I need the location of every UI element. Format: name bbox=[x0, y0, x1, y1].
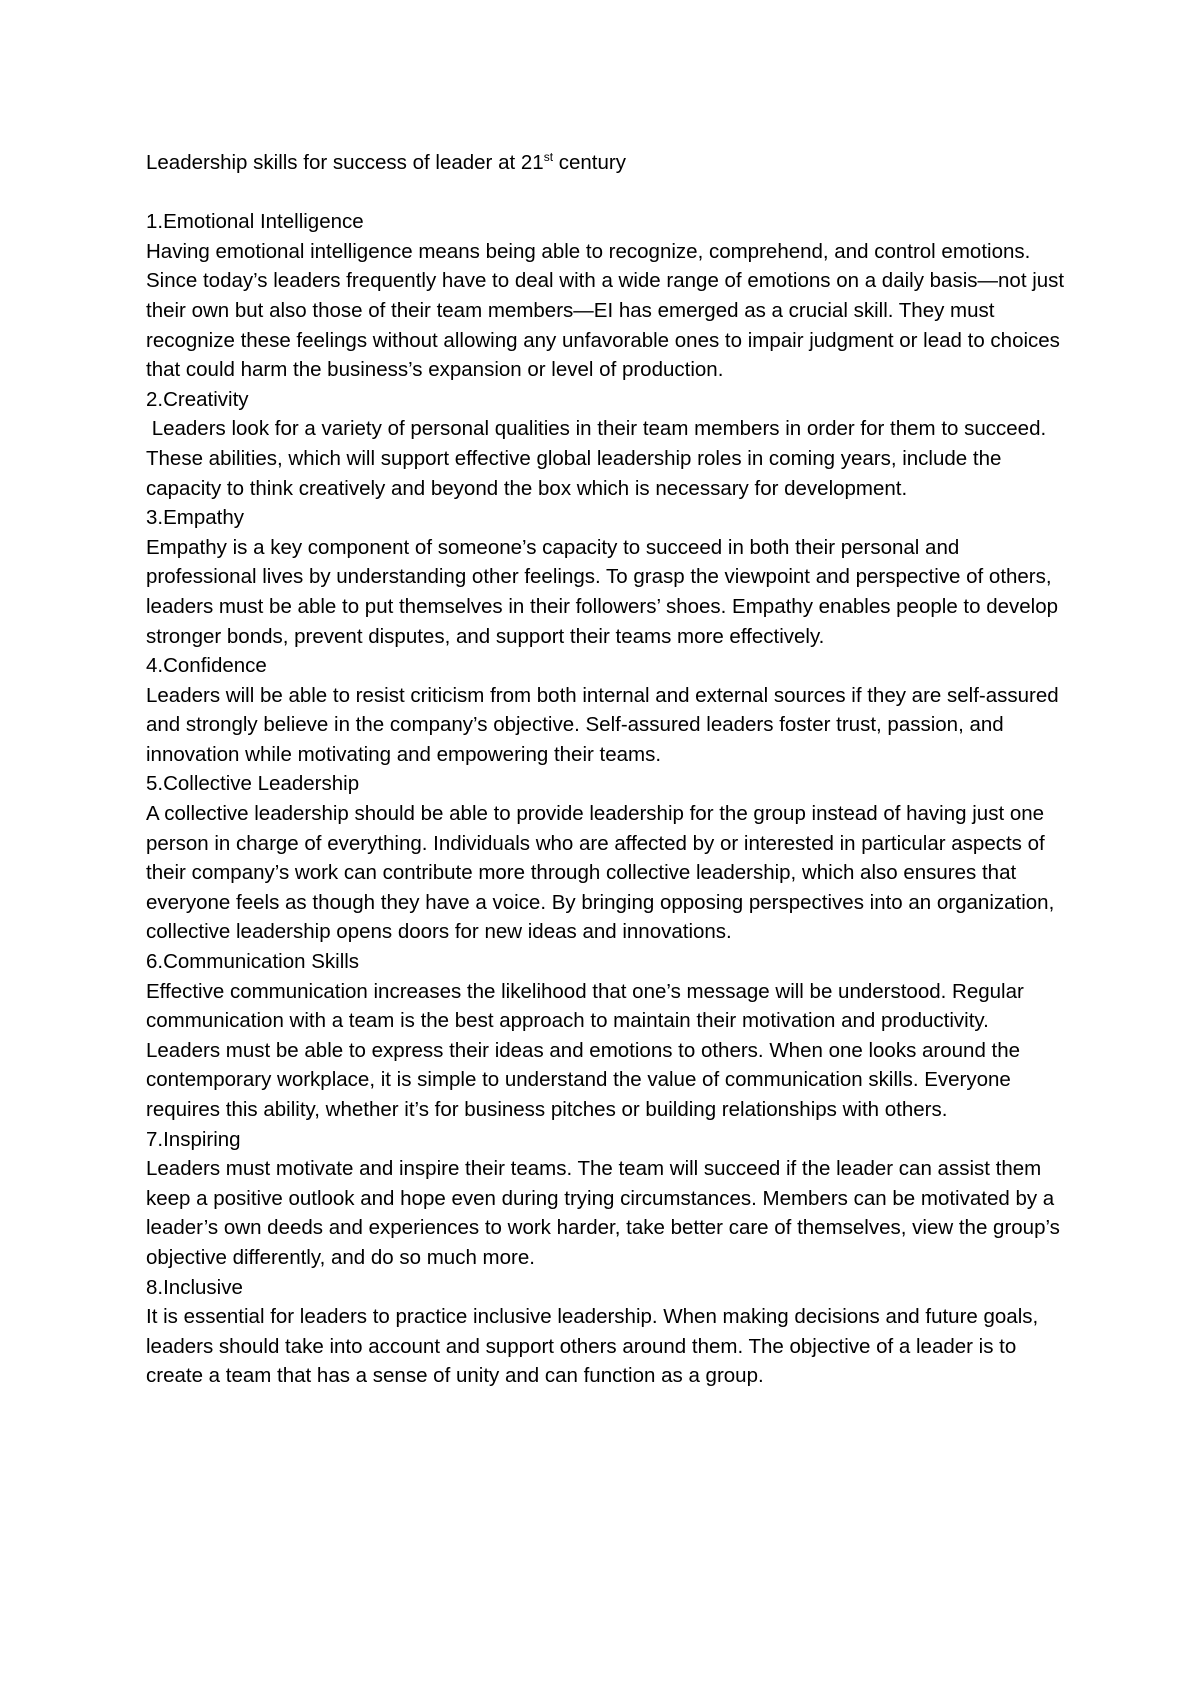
section-heading: 7.Inspiring bbox=[146, 1127, 241, 1151]
section-paragraph: Leaders look for a variety of personal qualities in their team members in order for them to succeed. These abilities, which will support effective global leadership roles in coming years, include the capacity to think creatively and beyond the box which is necessary for development. bbox=[146, 417, 1052, 500]
section-emotional-intelligence bbox=[146, 207, 1066, 385]
section-heading: 4.Confidence bbox=[146, 654, 267, 678]
section-confidence bbox=[146, 651, 1066, 769]
title-superscript: st bbox=[543, 150, 554, 165]
section-paragraph: Effective communication increases the likelihood that one’s message will be understood. Regular communication with a team is the best approach to maintain their motivation and productivity. Leaders must be able to express their ideas and emotions to others. When one looks around the contemporary workplace, it is simple to understand the value of communication skills. Everyone requires this ability, whether it’s for business pitches or building relationships with others. bbox=[146, 979, 1024, 1121]
title-text-end: century bbox=[553, 151, 626, 174]
section-creativity bbox=[146, 385, 1066, 503]
title-text: Leadership skills for success of leader at 21 bbox=[146, 151, 544, 174]
section-paragraph: It is essential for leaders to practice inclusive leadership. When making decisions and future goals, leaders should take into account and support others around them. The objective of a leader is to create a team that has a sense of unity and can function as a group. bbox=[146, 1305, 1039, 1388]
section-paragraph: A collective leadership should be able to provide leadership for the group instead of having just one person in charge of everything. Individuals who are affected by or interested in particular aspects of their company’s work can contribute more through collective leadership, which also ensures that everyone feels as though they have a voice. By bringing opposing perspectives into an organization, collective leadership opens doors for new ideas and innovations. bbox=[146, 802, 1055, 944]
section-communication-skills bbox=[146, 947, 1066, 1125]
section-heading: 8.Inclusive bbox=[146, 1275, 243, 1299]
title-spacer bbox=[146, 178, 1066, 208]
section-inspiring bbox=[146, 1125, 1066, 1273]
section-paragraph: Empathy is a key component of someone’s capacity to succeed in both their personal and professional lives by understanding other feelings. To grasp the viewpoint and perspective of others, leaders must be able to put themselves in their followers’ shoes. Empathy enables people to develop stronger bonds, prevent disputes, and support their teams more effectively. bbox=[146, 535, 1059, 648]
section-inclusive bbox=[146, 1273, 1066, 1391]
document-content bbox=[146, 148, 1066, 1391]
section-paragraph: Leaders will be able to resist criticism from both internal and external sources if they are self-assured and strongly believe in the company’s objective. Self-assured leaders foster trust, passion, and innovation while motivating and empowering their teams. bbox=[146, 683, 1059, 766]
section-heading: 5.Collective Leadership bbox=[146, 772, 360, 796]
section-empathy bbox=[146, 503, 1066, 651]
section-heading: 6.Communication Skills bbox=[146, 950, 360, 974]
section-paragraph: Leaders must motivate and inspire their teams. The team will succeed if the leader can assist them keep a positive outlook and hope even during trying circumstances. Members can be motivated by a leader’s own deeds and experiences to work harder, take better care of themselves, view the group’s objective differently, and do so much more. bbox=[146, 1157, 1060, 1269]
section-paragraph: Having emotional intelligence means being able to recognize, comprehend, and control emotions. Since today’s leaders frequently have to deal with a wide range of emotions on a daily basis—not just their own but also those of their team members—EI has emerged as a crucial skill. They must recognize these feelings without allowing any unfavorable ones to impair judgment or lead to choices that could harm the business’s expansion or level of production. bbox=[146, 239, 1065, 382]
section-heading: 1.Emotional Intelligence bbox=[146, 210, 364, 234]
document-title bbox=[146, 148, 1066, 178]
section-collective-leadership bbox=[146, 769, 1066, 947]
section-heading: 2.Creativity bbox=[146, 387, 249, 411]
section-heading: 3.Empathy bbox=[146, 506, 244, 530]
